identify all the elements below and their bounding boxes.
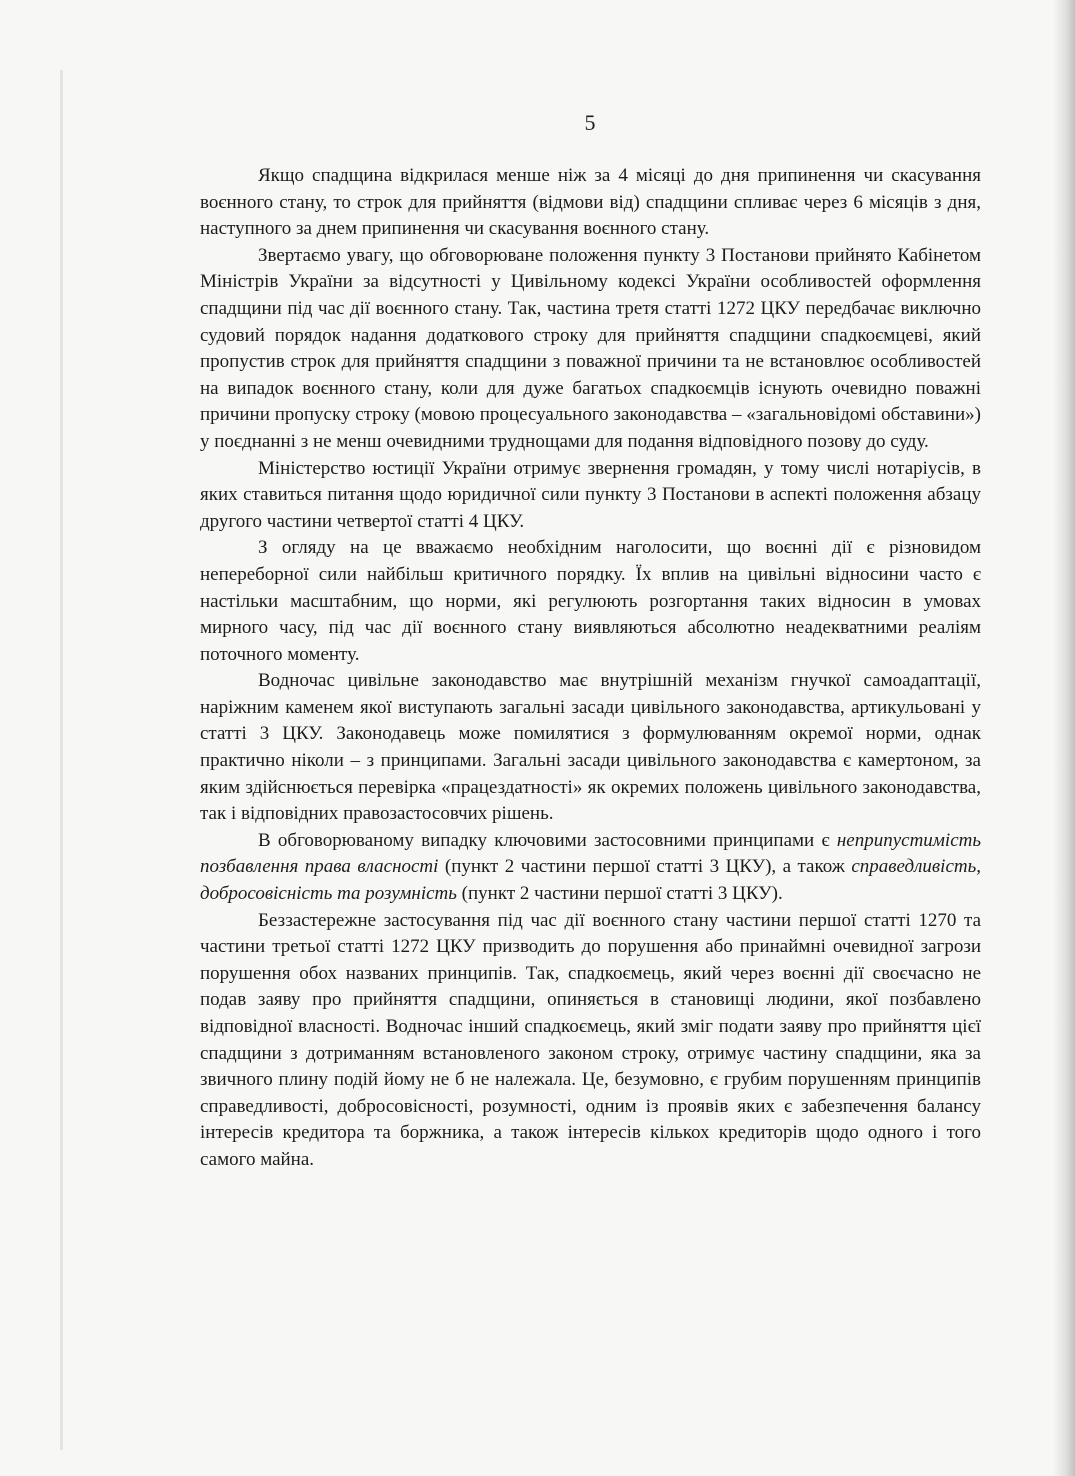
paragraph-text: Якщо спадщина відкрилася менше ніж за 4 місяці до дня припинення чи скасування воєнного стану, то строк для прийняття (відмови від) спадщини спливає через 6 місяців з дня, наступного за днем припинення чи скасування воєнного стану.	[200, 165, 981, 240]
paragraph	[200, 456, 981, 536]
paragraph-text: В обговорюваному випадку ключовими застосовними принципами є	[258, 829, 837, 851]
italic-phrase: справедливість, добросовісність та розумність	[200, 856, 981, 905]
paragraph	[200, 828, 981, 908]
paragraph-text: (пункт 2 частини першої статті 3 ЦКУ).	[456, 883, 783, 905]
paragraph	[200, 535, 981, 668]
paragraph-text: Беззастережне застосування під час дії воєнного стану частини першої статті 1270 та частини третьої статті 1272 ЦКУ призводить до порушення або принаймні очевидної загрози порушення обох названих принципів. Так, спадкоємець, який через воєнні дії своєчасно не подав заяву про прийняття спадщини, опиняється в становищі людини, якої позбавлено відповідної власності. Водночас інший спадкоємець, який зміг подати заяву про прийняття цієї спадщини з дотриманням встановленого законом строку, отримує частину спадщини, яка за звичного плину подій йому не б не належала. Це, безумовно, є грубим порушенням принципів справедливості, добросовісності, розумності, одним із проявів яких є забезпечення балансу інтересів кредитора та боржника, а також інтересів кількох кредиторів щодо одного і того самого майна.	[200, 909, 981, 1170]
scan-shadow-right	[1053, 0, 1075, 1476]
scan-shadow-left	[60, 70, 63, 1450]
paragraph	[200, 908, 981, 1174]
paragraph-text: З огляду на це вважаємо необхідним наголосити, що воєнні дії є різновидом непереборної сили найбільш критичного порядку. Їх вплив на цивільні відносини часто є настільки масштабним, що норми, які регулюють розгортання таких відносин в умовах мирного часу, під час дії воєнного стану виявляються абсолютно неадекватними реаліям поточного моменту.	[200, 537, 981, 665]
paragraph-text: Міністерство юстиції України отримує звернення громадян, у тому числі нотаріусів, в яких ставиться питання щодо юридичної сили пункту 3 Постанови в аспекті положення абзацу другого частини четвертої статті 4 ЦКУ.	[200, 457, 981, 532]
paragraph	[200, 163, 981, 243]
paragraph-text: (пункт 2 частини першої статті 3 ЦКУ), а також	[438, 856, 852, 878]
page-number: 5	[584, 110, 596, 135]
document-body	[200, 163, 981, 1174]
paragraph	[200, 243, 981, 456]
paragraph	[200, 668, 981, 828]
paragraph-text: Водночас цивільне законодавство має внутрішній механізм гнучкої самоадаптації, наріжним каменем якої виступають загальні засади цивільного законодавства, артикульовані у статті 3 ЦКУ. Законодавець може помилятися з формулюванням окремої норми, однак практично ніколи – з принципами. Загальні засади цивільного законодавства є камертоном, за яким здійснюється перевірка «працездатності» як окремих положень цивільного законодавства, так і відповідних правозастосовчих рішень.	[200, 670, 981, 825]
italic-phrase: неприпустимість позбавлення права власності	[200, 829, 981, 878]
paragraph-text: Звертаємо увагу, що обговорюване положення пункту 3 Постанови прийнято Кабінетом Міністрів України за відсутності у Цивільному кодексі України особливостей оформлення спадщини під час дії воєнного стану. Так, частина третя статті 1272 ЦКУ передбачає виключно судовий порядок надання додаткового строку для прийняття спадщини спадкоємцеві, який пропустив строк для прийняття спадщини з поважної причини та не встановлює особливостей на випадок воєнного стану, коли для дуже багатьох спадкоємців існують очевидно поважні причини пропуску строку (мовою процесуального законодавства – «загальновідомі обставини») у поєднанні з не менш очевидними труднощами для подання відповідного позову до суду.	[200, 244, 981, 452]
